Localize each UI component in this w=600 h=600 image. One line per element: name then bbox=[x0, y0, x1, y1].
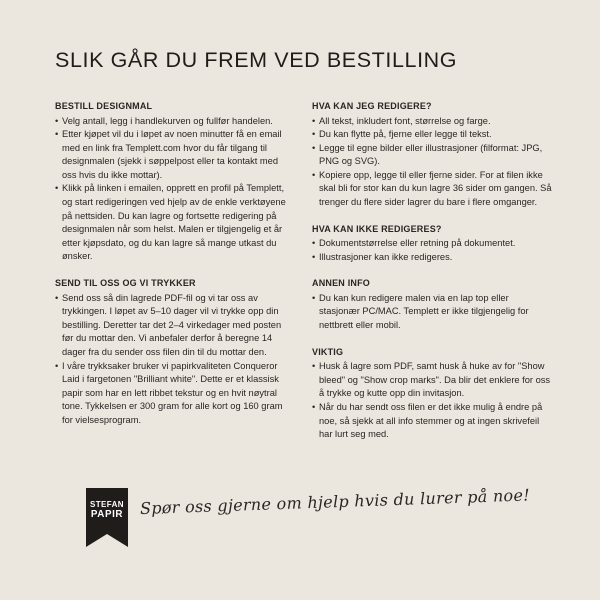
bullet-list bbox=[312, 237, 552, 264]
section-heading: ANNEN INFO bbox=[312, 278, 370, 289]
tagline: Spør oss gjerne om hjelp hvis du lurer på noe! bbox=[139, 485, 531, 518]
page-title: SLIK GÅR DU FREM VED BESTILLING bbox=[55, 48, 458, 72]
list-item: • Du kan kun redigere malen via en lap top eller stasjonær PC/MAC. Templett er ikke tilgjengelig for nettbrett eller mobil. bbox=[312, 292, 552, 333]
left-column bbox=[55, 100, 295, 440]
list-item: • Husk å lagre som PDF, samt husk å huke av for "Show bleed" og "Show crop marks". Da blir det enklere for oss å trykke og kutte opp din invitasjon. bbox=[312, 360, 552, 401]
bullet-list bbox=[312, 115, 552, 210]
bullet-list bbox=[312, 292, 552, 333]
section-heading: HVA KAN JEG REDIGERE? bbox=[312, 101, 432, 111]
list-item: • Illustrasjoner kan ikke redigeres. bbox=[312, 251, 552, 265]
right-column bbox=[312, 100, 552, 455]
section-heading: BESTILL DESIGNMAL bbox=[55, 101, 153, 111]
section-viktig bbox=[312, 346, 552, 442]
section-annen-info bbox=[312, 277, 552, 332]
list-item: • Klikk på linken i emailen, opprett en profil på Templett, og start redigeringen ved hjelp av de enkle verktøyene på nettsiden. Du kan lagre og fortsette redigering på designmalen når som helst. Malen er tilgjengelig et år etter kjøpsdato, og du kan lagre så mange utkast du ønsker. bbox=[55, 182, 295, 264]
section-heading: VIKTIG bbox=[312, 346, 344, 357]
section-hva-kan-ikke-redigeres bbox=[312, 223, 552, 265]
bullet-list bbox=[312, 360, 552, 442]
brand-logo bbox=[86, 488, 128, 547]
bullet-list bbox=[55, 292, 295, 428]
section-bestill-designmal bbox=[55, 100, 295, 264]
section-send-til-oss bbox=[55, 277, 295, 427]
list-item: • Du kan flytte på, fjerne eller legge til tekst. bbox=[312, 128, 552, 142]
logo-text-line2: PAPIR bbox=[90, 509, 124, 520]
section-hva-kan-jeg-redigere bbox=[312, 100, 552, 210]
list-item: • Kopiere opp, legge til eller fjerne sider. For at filen ikke skal bli for stor kan du kun lagre 36 sider om gangen. Så trenger du flere sider lagrer du bare i flere omganger. bbox=[312, 169, 552, 210]
list-item: • All tekst, inkludert font, størrelse og farge. bbox=[312, 115, 552, 129]
list-item: • Når du har sendt oss filen er det ikke mulig å endre på noe, så sjekk at all info stemmer og at ingen skrivefeil har lurt seg med. bbox=[312, 401, 552, 442]
section-heading: SEND TIL OSS OG VI TRYKKER bbox=[55, 278, 196, 289]
list-item: • Etter kjøpet vil du i løpet av noen minutter få en email med en link fra Templett.com hvor du får tilgang til designmalen (sjekk i søppelpost eller ta kontakt med oss hvis du ikke mottar). bbox=[55, 128, 295, 182]
bullet-list bbox=[55, 115, 295, 265]
list-item: • Velg antall, legg i handlekurven og fullfør handelen. bbox=[55, 115, 295, 129]
logo-text-line1: STEFAN bbox=[90, 500, 124, 509]
list-item: • Dokumentstørrelse eller retning på dokumentet. bbox=[312, 237, 552, 251]
section-heading: HVA KAN IKKE REDIGERES? bbox=[312, 223, 442, 234]
list-item: • Legge til egne bilder eller illustrasjoner (filformat: JPG, PNG og SVG). bbox=[312, 142, 552, 169]
list-item: • I våre trykksaker bruker vi papirkvaliteten Conqueror Laid i fargetonen "Brilliant white". Dette er et klassisk papir som har en lett ribbet tekstur og en hvit nøytral tone. Tykkelsen er 300 gram for alle kort og 160 gram for vielsesprogram. bbox=[55, 360, 295, 428]
list-item: • Send oss så din lagrede PDF-fil og vi tar oss av trykkingen. I løpet av 5–10 dager vil vi trykke opp din bestilling. Deretter tar det 2–4 virkedager med posten før du mottar den. Vi anbefaler derfor å beregne 14 dager fra du sender oss filen din til du mottar den. bbox=[55, 292, 295, 360]
